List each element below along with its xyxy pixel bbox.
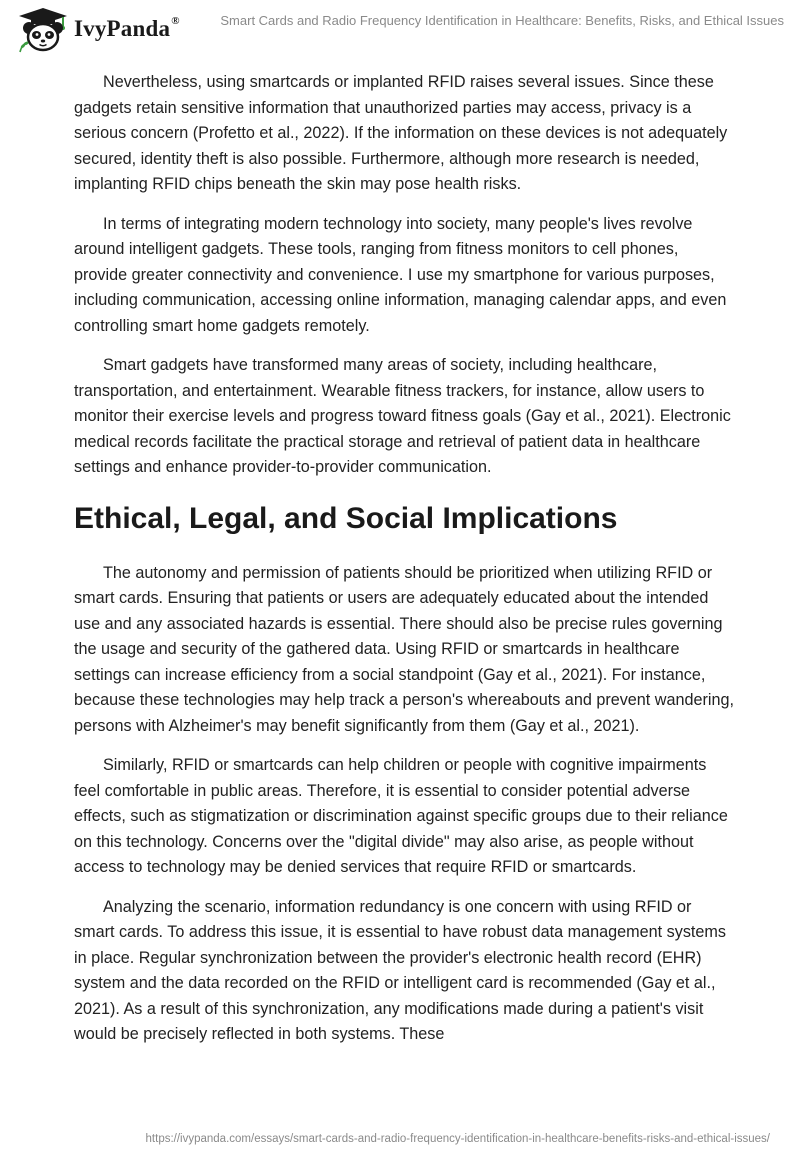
ivypanda-logo[interactable] (16, 6, 180, 54)
paragraph-privacy-concerns: Nevertheless, using smartcards or implanted RFID raises several issues. Since these gadgets retain sensitive information that unauthorized parties may access, privacy is a serious concern (Profetto et al., 2022). If the information on these devices is not adequately secured, identity theft is also possible. Furthermore, although more research is needed, implanting RFID chips beneath the skin may pose health risks. (74, 73, 728, 193)
paragraph-smart-gadgets-impact: Smart gadgets have transformed many areas of society, including healthcare, transportation, and entertainment. Wearable fitness trackers, for instance, allow users to monitor their exercise levels and progress toward fitness goals (Gay et al., 2021). Electronic medical records facilitate the practical storage and retrieval of patient data in healthcare settings and enhance provider-to-provider communication. (74, 356, 731, 476)
document-title: Smart Cards and Radio Frequency Identification in Healthcare: Benefits, Risks, and Ethical Issues (220, 13, 784, 28)
paragraph-smart-gadgets-usage: In terms of integrating modern technology into society, many people's lives revolve around intelligent gadgets. These tools, ranging from fitness monitors to cell phones, provide greater connectivity and convenience. I use my smartphone for various purposes, including communication, accessing online information, managing calendar apps, and even controlling smart home gadgets remotely. (74, 214, 727, 335)
paragraph-patient-autonomy: The autonomy and permission of patients should be prioritized when utilizing RFID or smart cards. Ensuring that patients or users are adequately educated about the intended use and any associated hazards is essential. There should also be precise rules governing the usage and security of the gathered data. Using RFID or smartcards in healthcare settings can increase efficiency from a social standpoint (Gay et al., 2021). For instance, because these technologies may help track a person's whereabouts and prevent wandering, persons with Alzheimer's may benefit significantly from them (Gay et al., 2021). (74, 563, 734, 735)
source-url[interactable]: https://ivypanda.com/essays/smart-cards-and-radio-frequency-identification-in-healthcare-benefits-risks-and-ethical-issues/ (145, 1133, 770, 1145)
logo-text: IvyPanda (74, 16, 171, 41)
section-heading: Ethical, Legal, and Social Implications (74, 501, 618, 535)
panda-graduate-icon (16, 6, 70, 54)
paragraph-information-redundancy: Analyzing the scenario, information redundancy is one concern with using RFID or smart cards. To address this issue, it is essential to have robust data management systems in place. Regular synchronization between the provider's electronic health record (EHR) system and the data recorded on the RFID or intelligent card is recommended (Gay et al., 2021). As a result of this synchronization, any modifications made during a patient's visit would be precisely reflected in both systems. These (74, 897, 726, 1043)
paragraph-digital-divide: Similarly, RFID or smartcards can help children or people with cognitive impairments feel comfortable in public areas. Therefore, it is essential to consider potential adverse effects, such as stigmatization or discrimination against specific groups due to their reliance on this technology. Concerns over the "digital divide" may also arise, as people without access to technology may be denied services that require RFID or smartcards. (74, 756, 728, 876)
registered-mark: ® (171, 15, 180, 28)
essay-content (74, 70, 734, 1062)
logo-wordmark (74, 16, 180, 42)
page-header (0, 0, 800, 60)
